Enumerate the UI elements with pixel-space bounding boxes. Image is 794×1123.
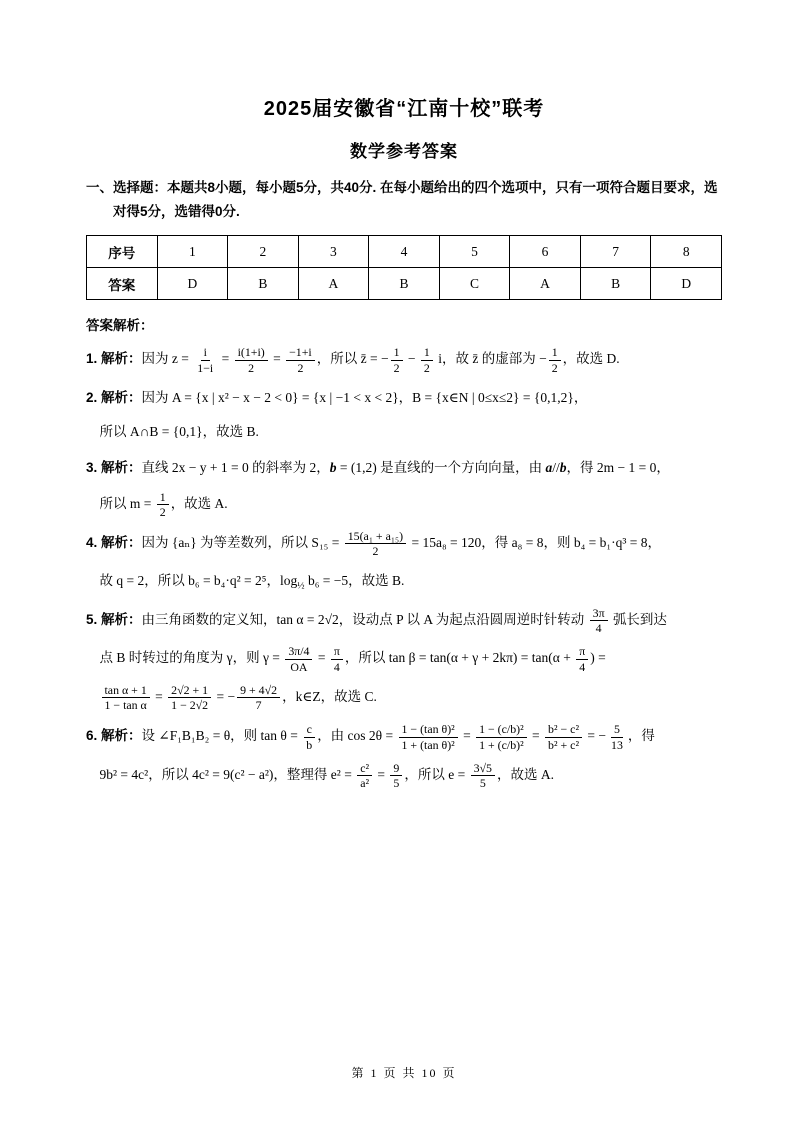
math-fraction: $\frac{\pi}{4}$ (331, 644, 343, 674)
math-text: ，得 2m − 1 = 0， (566, 460, 670, 476)
math-fraction: $\frac{3\pi/4}{OA}$ (285, 644, 312, 674)
math-text: 点 B 时转过的角度为 γ，则 γ = (99, 650, 284, 666)
math-text: 弧长到达 (609, 611, 667, 627)
section-heading: 一、选择题：本题共8小题，每小题5分，共40分. 在每小题给出的四个选项中，只有一项符合题目要求，选对得5分，选错得0分. (86, 180, 718, 219)
answer-value: A (510, 268, 581, 300)
solution-label: 2. 解析： (86, 389, 142, 405)
solution-2 (86, 385, 722, 445)
solution-4 (86, 529, 722, 596)
math-fraction: $\frac{i}{1-i}$ (197, 345, 214, 375)
math-text: 所以 m = (99, 495, 155, 511)
math-fraction: $\frac{\text{b² − c²}}{\text{b² + c²}}$ (545, 722, 582, 752)
solution-6 (86, 722, 722, 790)
math-text: 由三角函数的定义知，tan α = 2√2，设动点 P 以 A 为起点沿圆周逆时针转动 (141, 611, 588, 627)
math-text: ，所以 tan β = tan(α + γ + 2kπ) = tan(α + (344, 650, 575, 666)
solution-line (86, 385, 722, 411)
math-text: b₆ = −5，故选 B. (304, 572, 405, 588)
answer-value: D (157, 268, 228, 300)
solution-3 (86, 455, 722, 519)
math-text: = (151, 688, 167, 704)
math-text: 因为 {aₙ} 为等差数列，所以 S₁₅ = (141, 535, 343, 551)
question-number: 8 (651, 236, 722, 268)
math-text: ，得 (627, 728, 655, 744)
solution-label: 1. 解析： (86, 351, 142, 367)
math-text: 设 ∠F₁B₁B₂ = θ，则 tan θ = (141, 728, 302, 744)
row-label-answer: 答案 (87, 268, 158, 300)
math-text: = (1,2) 是直线的一个方向向量，由 (336, 460, 546, 476)
math-text: ，k∈Z，故选 C. (282, 688, 377, 704)
question-number: 1 (157, 236, 228, 268)
answer-value: A (298, 268, 369, 300)
math-fraction: $\frac{2√2 + 1}{1 - 2√2}$ (168, 683, 211, 713)
question-number: 4 (369, 236, 440, 268)
question-number: 6 (510, 236, 581, 268)
math-text: = (314, 650, 329, 666)
answer-table (86, 235, 722, 300)
math-text: 因为 z = (141, 351, 193, 367)
solution-line (86, 644, 722, 674)
answer-value: C (439, 268, 510, 300)
row-label-number: 序号 (87, 236, 158, 268)
solution-line (86, 345, 722, 375)
math-text: ，由 cos 2θ = (317, 728, 397, 744)
math-text: = (459, 728, 475, 744)
solution-line (86, 490, 722, 520)
math-text: = − (584, 728, 606, 744)
math-fraction: $\frac{9 + 4√2}{7}$ (237, 683, 280, 713)
math-text: = (374, 766, 389, 782)
math-fraction: $\frac{3\pi}{4}$ (590, 606, 608, 636)
solution-label: 5. 解析： (86, 611, 142, 627)
math-fraction: $\frac{\text{c²}}{\text{a²}}$ (357, 761, 372, 791)
math-text: = (218, 351, 233, 367)
question-number: 2 (228, 236, 299, 268)
solution-1 (86, 345, 722, 375)
math-fraction: $\frac{1}{2}$ (157, 490, 169, 520)
math-fraction: $\frac{5}{13}$ (611, 722, 623, 752)
math-subscript: ½ (297, 580, 305, 592)
document-subtitle: 数学参考答案 (350, 142, 458, 161)
document-title: 2025届安徽省“江南十校”联考 (263, 98, 545, 120)
solution-5 (86, 606, 722, 713)
solutions (86, 336, 722, 800)
math-text: 9b² = 4c²，所以 4c² = 9(c² − a²)，整理得 e² = (99, 766, 356, 782)
answer-value: B (580, 268, 651, 300)
math-fraction: $\frac{\text{15(a₁ + a₁₅)}}{2}$ (345, 529, 406, 559)
math-fraction: $\frac{\text{1 − (tan θ)²}}{\text{1 + (tan θ)²}}$ (399, 722, 458, 752)
page-footer: 第 1 页 共 10 页 (351, 1066, 457, 1080)
math-fraction: $\frac{1}{2}$ (421, 345, 433, 375)
math-text: − (404, 351, 419, 367)
math-fraction: $\frac{c}{b}$ (303, 722, 315, 752)
question-number: 7 (580, 236, 651, 268)
math-text: i，故 z̄ 的虚部为 − (434, 351, 547, 367)
math-text: = (528, 728, 544, 744)
math-fraction: $\frac{1}{2}$ (391, 345, 403, 375)
solution-label: 3. 解析： (86, 460, 142, 476)
math-text: = − (213, 688, 236, 704)
math-fraction: $\frac{\text{tan α + 1}}{\text{1 − tan α}}$ (102, 683, 150, 713)
math-fraction: $\frac{\text{1 − (c/b)²}}{\text{1 + (c/b)²}}$ (476, 722, 527, 752)
solution-line (86, 683, 722, 713)
solution-line (86, 722, 722, 752)
solution-line (86, 529, 722, 559)
math-text: = 15a₈ = 120，得 a₈ = 8，则 b₄ = b₁·q³ = 8， (408, 535, 662, 551)
solution-line (86, 761, 722, 791)
solution-line (86, 455, 722, 481)
solution-label: 4. 解析： (86, 535, 142, 551)
answer-value: D (651, 268, 722, 300)
solution-line (86, 419, 722, 445)
math-fraction: $\frac{9}{5}$ (390, 761, 402, 791)
question-number: 3 (298, 236, 369, 268)
question-number: 5 (439, 236, 510, 268)
solution-label: 6. 解析： (86, 728, 142, 744)
math-text: // (552, 460, 560, 476)
math-text: ，所以 z̄ = − (316, 351, 389, 367)
math-text: ) = (590, 650, 606, 666)
solution-line (86, 606, 722, 636)
math-text: ，故选 D. (562, 351, 620, 367)
math-fraction: $\frac{i(1+i)}{2}$ (235, 345, 268, 375)
solution-line (86, 568, 722, 596)
math-fraction: $\frac{3√5}{5}$ (471, 761, 495, 791)
math-fraction: $\frac{\pi}{4}$ (576, 644, 588, 674)
math-vector: a (545, 460, 553, 476)
math-text: ，故选 A. (170, 495, 228, 511)
math-text: 故 q = 2，所以 b₆ = b₄·q² = 2⁵，log (99, 572, 298, 588)
math-text: ，所以 e = (404, 766, 469, 782)
math-text: ，故选 A. (497, 766, 554, 782)
analysis-label: 答案解析： (86, 318, 154, 334)
answer-value: B (228, 268, 299, 300)
math-text: 因为 A = {x | x² − x − 2 < 0} = {x | −1 < x < 2}，B = {x∈N | 0≤x≤2} = {0,1,2}， (141, 389, 588, 405)
answer-table-answer-row (87, 268, 722, 300)
math-vector: b (559, 460, 567, 476)
answer-value: B (369, 268, 440, 300)
math-text: = (269, 351, 285, 367)
math-fraction: $\frac{-1+i}{2}$ (286, 345, 315, 375)
answer-table-number-row (87, 236, 722, 268)
math-fraction: $\frac{1}{2}$ (549, 345, 561, 375)
math-text: 直线 2x − y + 1 = 0 的斜率为 2， (141, 460, 330, 476)
math-text: 所以 A∩B = {0,1}，故选 B. (99, 424, 259, 440)
math-vector: b (329, 460, 337, 476)
